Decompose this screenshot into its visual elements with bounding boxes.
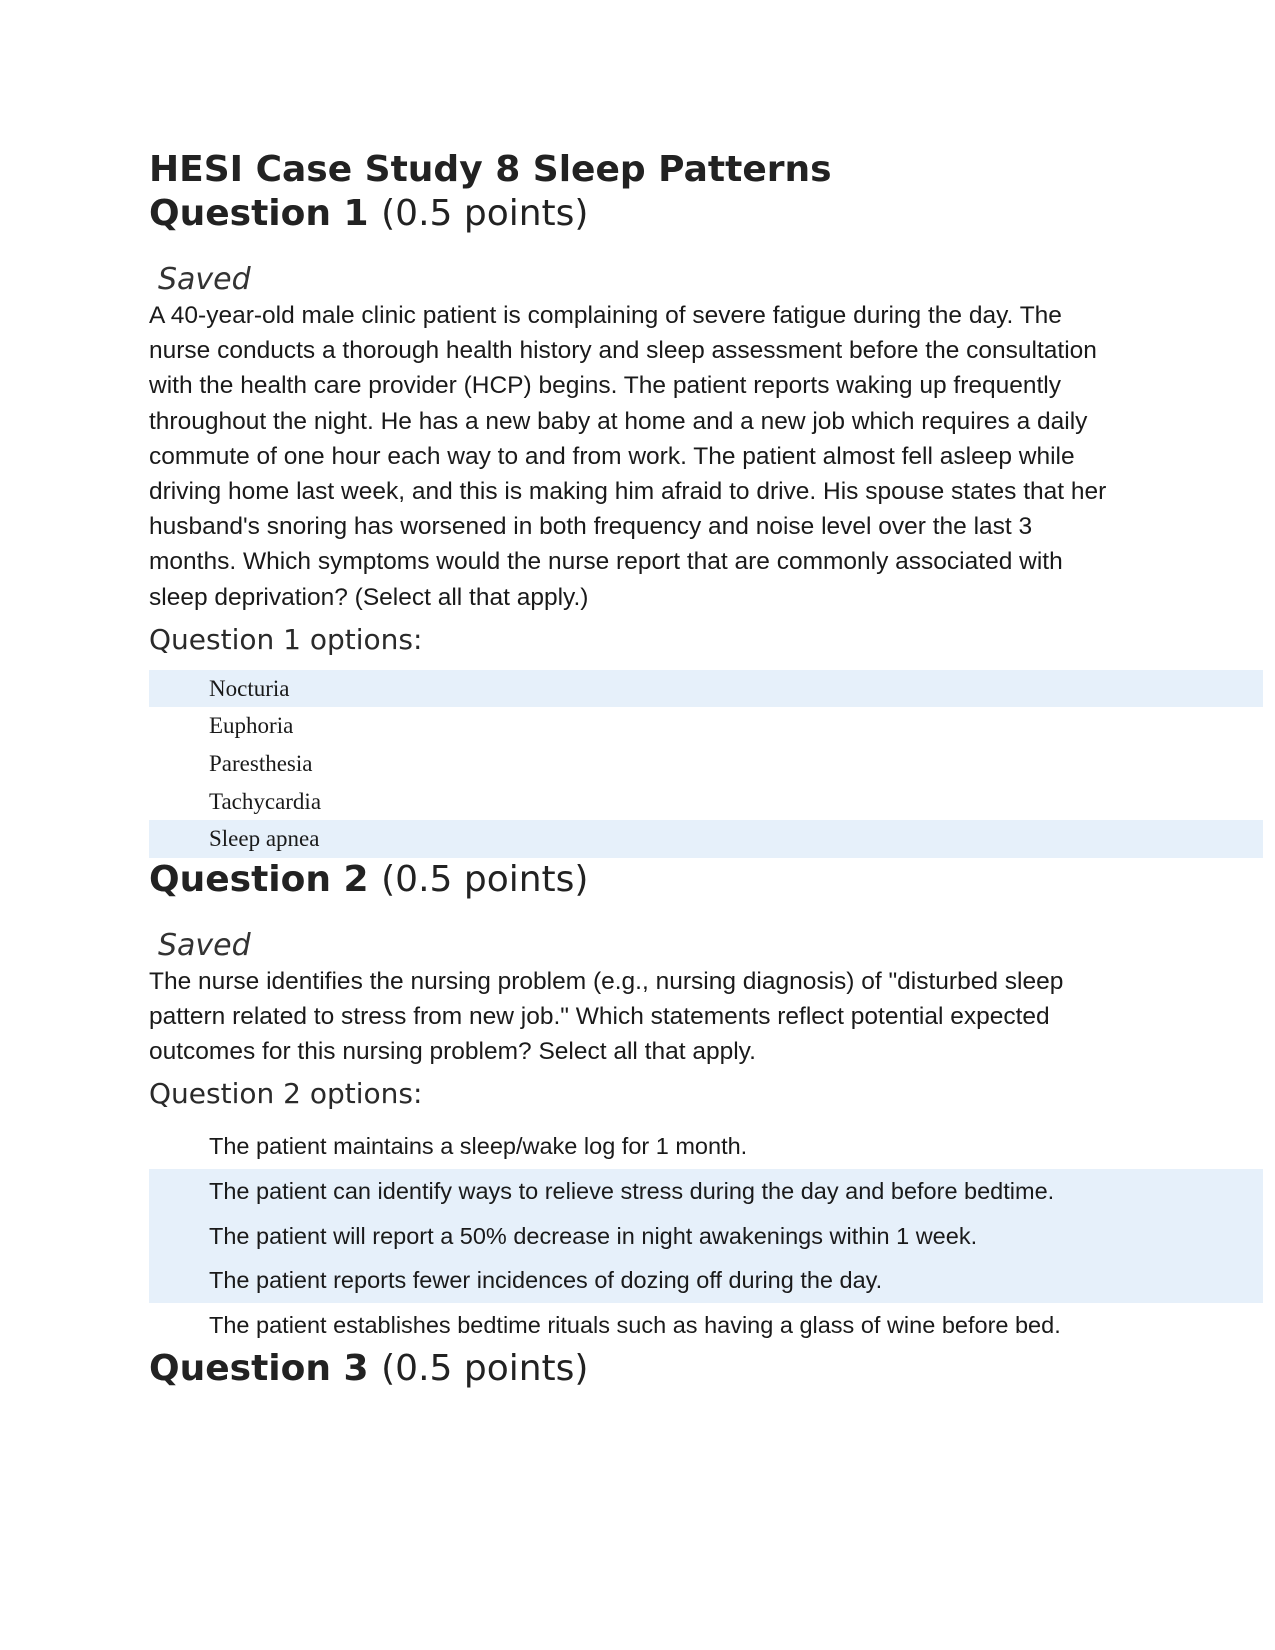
question-points: (0.5 points): [381, 858, 589, 900]
question-points: (0.5 points): [381, 1348, 589, 1390]
option-bedtime-rituals[interactable]: The patient establishes bedtime rituals such as having a glass of wine before bed.: [209, 1311, 1061, 1338]
saved-status: Saved: [158, 262, 251, 297]
question-2-options-heading: Question 2 options:: [149, 1077, 423, 1111]
question-3-heading: [149, 1347, 1263, 1391]
question-1-options: [149, 670, 1263, 858]
question-label: Question 3: [149, 1348, 369, 1390]
option-nocturia[interactable]: Nocturia: [149, 670, 1263, 708]
question-2-options: [149, 1124, 1263, 1347]
saved-status: Saved: [158, 927, 251, 963]
option-euphoria[interactable]: Euphoria: [209, 713, 294, 739]
option-fewer-dozing[interactable]: The patient reports fewer incidences of dozing off during the day.: [149, 1258, 1263, 1303]
option-paresthesia[interactable]: Paresthesia: [209, 751, 313, 777]
question-label: Question 1: [149, 193, 369, 234]
question-points: (0.5 points): [381, 193, 589, 234]
question-label: Question 2: [149, 858, 369, 900]
question-2-text: The nurse identifies the nursing problem (e.g., nursing diagnosis) of "disturbed sleep pattern related to stress from new job." Which statements reflect potential expected outcomes for this nursing problem? Select all that apply.: [149, 967, 1064, 1066]
question-1-heading: [149, 192, 1263, 236]
option-tachycardia[interactable]: Tachycardia: [209, 788, 322, 814]
option-sleep-wake-log[interactable]: The patient maintains a sleep/wake log for 1 month.: [209, 1133, 748, 1160]
question-3: [149, 1347, 1263, 1391]
option-sleep-apnea[interactable]: Sleep apnea: [149, 820, 1263, 858]
question-1: [149, 192, 1263, 858]
question-2-heading: [149, 858, 1263, 902]
option-decrease-awakenings[interactable]: The patient will report a 50% decrease in night awakenings within 1 week.: [149, 1214, 1263, 1259]
question-1-options-heading: Question 1 options:: [149, 622, 423, 656]
document-page: [149, 148, 1263, 1391]
question-1-text: A 40-year-old male clinic patient is complaining of severe fatigue during the day. The nurse conducts a thorough health history and sleep assessment before the consultation with the health care provider (HCP) begins. The patient reports waking up frequently throughout the night. He has a new baby at home and a new job which requires a daily commute of one hour each way to and from work. The patient almost fell asleep while driving home last week, and this is making him afraid to drive. His spouse states that her husband's snoring has worsened in both frequency and noise level over the last 3 months. Which symptoms would the nurse report that are commonly associated with sleep deprivation? (Select all that apply.): [149, 302, 1107, 611]
option-relieve-stress[interactable]: The patient can identify ways to relieve stress during the day and before bedtime.: [149, 1169, 1263, 1214]
page-title: HESI Case Study 8 Sleep Patterns: [149, 149, 832, 190]
question-2: [149, 858, 1263, 1348]
